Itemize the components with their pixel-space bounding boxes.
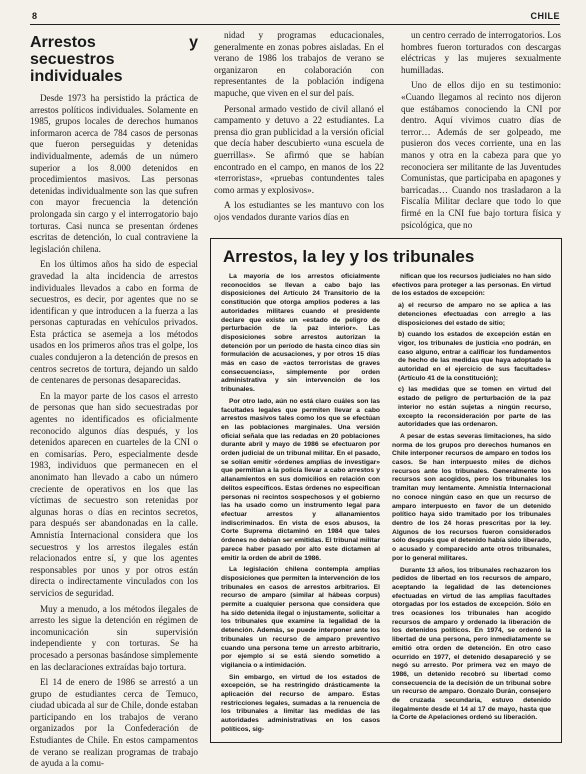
sidebar-title: Arrestos, la ley y los tribunales: [223, 247, 475, 266]
page-number: 8: [32, 11, 38, 21]
paragraph: La legislación chilena contempla amplias disposiciones que permiten la intervención de los tribunales en casos de arrestos arbitrarios. El recurso de amparo (similar al hábeas corpus) permite a cualquier persona que considera que ha sido detenida ilegal o injustamente, solicitar a los tribunales que examine la legalidad de la detención. Además, se puede interponer ante los tribunales un recurso de amparo preventivo cuando una persona teme un arresto arbitrario, por ejemplo si se está siendo sometido a vigilancia o a intimidación.: [221, 566, 380, 669]
list-item: b) cuando los estados de excepción están en vigor, los tribunales de justicia «no podrán, en caso alguno, entrar a calificar los fundamentos de hecho de las medidas que haya adoptado la autoridad en el ejercicio de sus facultades» (Artículo 41 de la constitución);: [398, 331, 551, 382]
paragraph: El 14 de enero de 1986 se arrestó a un grupo de estudiantes cerca de Temuco, ciudad ubicada al sur de Chile, donde estaban participando en los trabajos de verano organizados por la Confederación de Estudiantes de Chile. En estos campamentos de verano se realizan programas de trabajo de ayuda a la comu-: [30, 677, 198, 769]
sidebar-box: [210, 238, 562, 743]
list-item: c) las medidas que se tomen en virtud del estado de peligro de perturbación de la paz interior no están sujetas a ningún recurso, excepto la reconsideración por parte de las autoridades que las ordenaron.: [398, 386, 551, 429]
paragraph: Uno de ellos dijo en su testimonio: «Cuando llegamos al recinto nos dijeron que estábamos conociendo la CNI por dentro. Aquí vivimos cuatro días de terror… Además de ser golpeado, me pusieron dos veces corriente, una en las manos y otra en la cabeza para que yo reconociera ser militante de las Juventudes Comunistas, que participaba en apagones y barricadas… Cuando nos trasladaron a la Fiscalía Militar declare que todo lo que firmé en la CNI fue bajo tortura física y psicológica, que no: [401, 80, 561, 230]
paragraph: A los estudiantes se les mantuvo con los ojos vendados durante varios días en: [214, 200, 384, 222]
paragraph: Durante 13 años, los tribunales rechazaron los pedidos de libertad en los recursos de amparo, aceptando la legalidad de las detenciones efectuadas en virtud de las amplias facultades otorgadas por los estados de excepción. Sólo en tres ocasiones los tribunales han acogido recursos de amparo y ordenado la liberación de los detenidos políticos. En 1974, se ordenó la libertad de una persona, pero inmediatamente se emitió otra orden de detención. En otro caso ocurrido en 1977, el detenido desapareció y se negó su arresto. Por primera vez en mayo de 1986, un detenido recobró su libertad como consecuencia de la decisión de un tribunal sobre un recurso de amparo. Gonzalo Durán, consejero de cruzada secundaria, estuvo detenido ilegalmente desde el 14 al 17 de mayo, hasta que la Corte de Apelaciones ordenó su liberación.: [392, 566, 551, 722]
list-item: a) el recurso de amparo no se aplica a las detenciones efectuadas con arreglo a las disposiciones del estado de sitio;: [398, 302, 551, 327]
article-column-1: [30, 34, 198, 774]
sidebar-column-left: [221, 273, 380, 738]
paragraph: Sin embargo, en virtud de los estados de excepción, se ha restringido drásticamente la aplicación del recurso de amparo. Estas restricciones legales, sumadas a la renuencia de los tribunales a limitar las medidas de las autoridades administrativas en los casos políticos, sig-: [221, 673, 380, 733]
article-title: Arrestos y secuestros individuales: [30, 34, 198, 85]
paragraph: La mayoría de los arrestos oficialmente reconocidos se llevan a cabo bajo las disposiciones del Artículo 24 Transitorio de la constitución que otorga amplios poderes a las autoridades militares cuando el presidente declare que existe un «estado de peligro de perturbación de la paz interior». Las disposiciones sobre arrestos autorizan la detención por un período de hasta cinco días sin formulación de acusaciones, y por otros 15 días más en caso de «actos terroristas de graves consecuencias», simplemente por orden administrativa y sin intervención de los tribunales.: [221, 273, 380, 394]
paragraph: Muy a menudo, a los métodos ilegales de arresto les sigue la detención en régimen de incomunicación sin supervisión independiente y con torturas. Se ha procesado a personas basándose simplemente en las declaraciones extraídas bajo tortura.: [30, 603, 198, 672]
sidebar-column-right: [392, 273, 551, 738]
paragraph: Desde 1973 ha persistido la práctica de arrestos políticos individuales. Solamente en 1985, grupos locales de derechos humanos informaron acerca de 784 casos de personas que fueron perseguidas y detenidas individualmente, además de un número superior a los 8.000 detenidos en procedimientos masivos. Las personas detenidas individualmente son las que sufren con mayor frecuencia la detención prolongada sin cargo y el interrogatorio bajo torturas. Casi nunca se presentan órdenes escritas de detención, lo cual contraviene la legislación chilena.: [30, 93, 198, 254]
running-head: CHILE: [530, 11, 560, 21]
paragraph: nidad y programas educacionales, generalmente en zonas pobres aisladas. En el verano de 1986 los trabajos de verano se organizaron en colaboración con representantes de la población indígena mapuche, que viven en el sur del país.: [214, 30, 384, 98]
paragraph: En los últimos años ha sido de especial gravedad la alta incidencia de arrestos individuales llevados a cabo en forma de secuestros, es decir, por agentes que no se identifican y que introducen a la fuerza a las personas capturadas en vehículos privados. Esta práctica se asemeja a los métodos usados en los primeros años tras el golpe, los cuales condujeron a la detención de presos en centros secretos de tortura, dejando un saldo de centenares de personas desaparecidas.: [30, 259, 198, 386]
article-column-2: [214, 30, 384, 228]
paragraph: Por otro lado, aún no está claro cuáles son las facultades legales que permiten llevar a cabo arrestos masivos tales como los que se efectúan en las poblaciones marginales. Una versión oficial señala que las redadas en 20 poblaciones durante abril y mayo de 1986 se efectuaron por orden judicial de un tribunal militar. En el pasado, se solían emitir «órdenes amplias de investigar» que permitían a la policía llevar a cabo arrestos y allanamientos en sus domicilios en relación con delitos específicos. Estas órdenes no especifican personas ni recintos sospechosos y el gobierno las ha usado como un instrumento legal para efectuar arrestos y allanamientos indiscriminados. En vista de esos abusos, la Corte Suprema dictaminó en 1984 que tales órdenes no debían ser emitidas. El tribunal militar parece haber pasado por alto este dictamen al emitir la orden de abril de 1986.: [221, 397, 380, 562]
paragraph: A pesar de estas severas limitaciones, ha sido norma de los grupos pro derechos humanos en Chile interponer recursos de amparo en todos los casos. Se han interpuesto miles de dichos recursos ante los tribunales. Generalmente los recursos son acogidos, pero los tribunales los tramitan muy lentamente. Amnistía Internacional no conoce ningún caso en que un recurso de amparo interpuesto en favor de un detenido político haya sido tramitado por los tribunales dentro de los 24 horas prescritas por la ley. Algunos de los recursos fueron considerados sólo después que el detenido había sido liberado, o acusado y comparecido ante otros tribunales, por lo general militares.: [392, 432, 551, 562]
paragraph: un centro cerrado de interrogatorios. Los hombres fueron torturados con descargas eléctricas y las mujeres sexualmente humilladas.: [401, 30, 562, 75]
header-rule: [30, 24, 560, 25]
paragraph: Personal armado vestido de civil allanó el campamento y detuvo a 22 estudiantes. La prensa dio gran publicidad a la versión oficial que decía haber descubierto «una escuela de guerrillas». Se afirmó que se habían encontrado en el campo, en manos de los 22 «terroristas», «pruebas contundentes tales como armas y explosivos».: [214, 103, 384, 195]
paragraph: En la mayor parte de los casos el arresto de personas que han sido secuestradas por agentes no identificados es oficialmente reconocido algunos días después, y los detenidos aparecen en cuarteles de la CNI o en comisarías. Pero, especialmente desde 1983, individuos que permanecen en el anonimato han llevado a cabo un número creciente de operativos en los que las víctimas de secuestro son retenidas por algunas horas o días en recintos secretos, para después ser abandonadas en la calle. Amnistía Internacional considera que los secuestros y los arrestos ilegales están relacionados entre sí, y que los agentes responsables por unos y por otros están directa o indirectamente vinculados con los servicios de seguridad.: [30, 390, 198, 598]
article-column-3: [401, 30, 561, 235]
paragraph: nifican que los recursos judiciales no han sido efectivos para proteger a las personas. En virtud de los estados de excepción:: [392, 273, 551, 298]
